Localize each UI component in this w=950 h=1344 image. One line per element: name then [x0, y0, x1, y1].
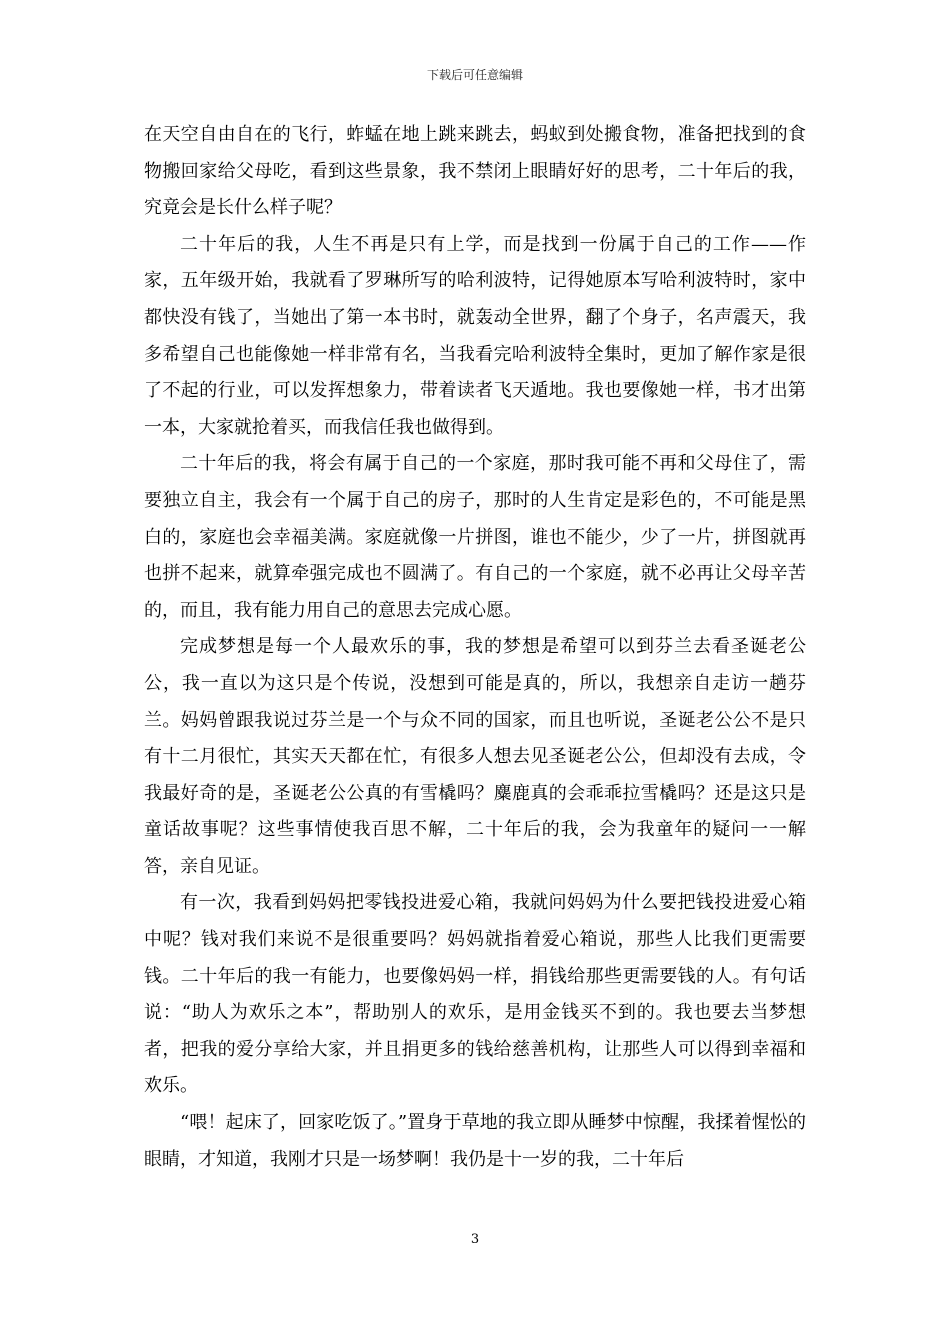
paragraph-1: 在天空自由自在的飞行，蚱蜢在地上跳来跳去，蚂蚁到处搬食物，准备把找到的食物搬回家给父母吃，看到这些景象，我不禁闭上眼睛好好的思考，二十年后的我，究竟会是长什么样子呢？: [144, 124, 806, 219]
document-body: [144, 117, 806, 1178]
page-header: 下载后可任意编辑: [426, 68, 523, 82]
paragraph-4: 完成梦想是每一个人最欢乐的事，我的梦想是希望可以到芬兰去看圣诞老公公，我一直以为这只是个传说，没想到可能是真的，所以，我想亲自走访一趟芬兰。妈妈曾跟我说过芬兰是一个与众不同的国家，而且也听说，圣诞老公公不是只有十二月很忙，其实天天都在忙，有很多人想去见圣诞老公公，但却没有去成，令我最好奇的是，圣诞老公公真的有雪橇吗？麋鹿真的会乖乖拉雪橇吗？还是这只是童话故事呢？这些事情使我百思不解，二十年后的我，会为我童年的疑问一一解答，亲自见证。: [144, 636, 806, 877]
page-number: 3: [470, 1232, 480, 1247]
paragraph-5: 有一次，我看到妈妈把零钱投进爱心箱，我就问妈妈为什么要把钱投进爱心箱中呢？钱对我们来说不是很重要吗？妈妈就指着爱心箱说，那些人比我们更需要钱。二十年后的我一有能力，也要像妈妈一样，捐钱给那些更需要钱的人。有句话说：“助人为欢乐之本”，帮助别人的欢乐，是用金钱买不到的。我也要去当梦想者，把我的爱分享给大家，并且捐更多的钱给慈善机构，让那些人可以得到幸福和欢乐。: [144, 892, 806, 1097]
paragraph-6: “喂！起床了，回家吃饭了。”置身于草地的我立即从睡梦中惊醒，我揉着惺忪的眼睛，才知道，我刚才只是一场梦啊！我仍是十一岁的我，二十年后: [144, 1112, 806, 1170]
paragraph-2: 二十年后的我，人生不再是只有上学，而是找到一份属于自己的工作——作家，五年级开始，我就看了罗琳所写的哈利波特，记得她原本写哈利波特时，家中都快没有钱了，当她出了第一本书时，就轰动全世界，翻了个身子，名声震天，我多希望自己也能像她一样非常有名，当我看完哈利波特全集时，更加了解作家是很了不起的行业，可以发挥想象力，带着读者飞天遁地。我也要像她一样，书才出第一本，大家就抢着买，而我信任我也做得到。: [144, 233, 806, 438]
paragraph-3: 二十年后的我，将会有属于自己的一个家庭，那时我可能不再和父母住了，需要独立自主，我会有一个属于自己的房子，那时的人生肯定是彩色的，不可能是黑白的，家庭也会幸福美满。家庭就像一片拼图，谁也不能少，少了一片，拼图就再也拼不起来，就算牵强完成也不圆满了。有自己的一个家庭，就不必再让父母辛苦的，而且，我有能力用自己的意思去完成心愿。: [144, 453, 806, 621]
